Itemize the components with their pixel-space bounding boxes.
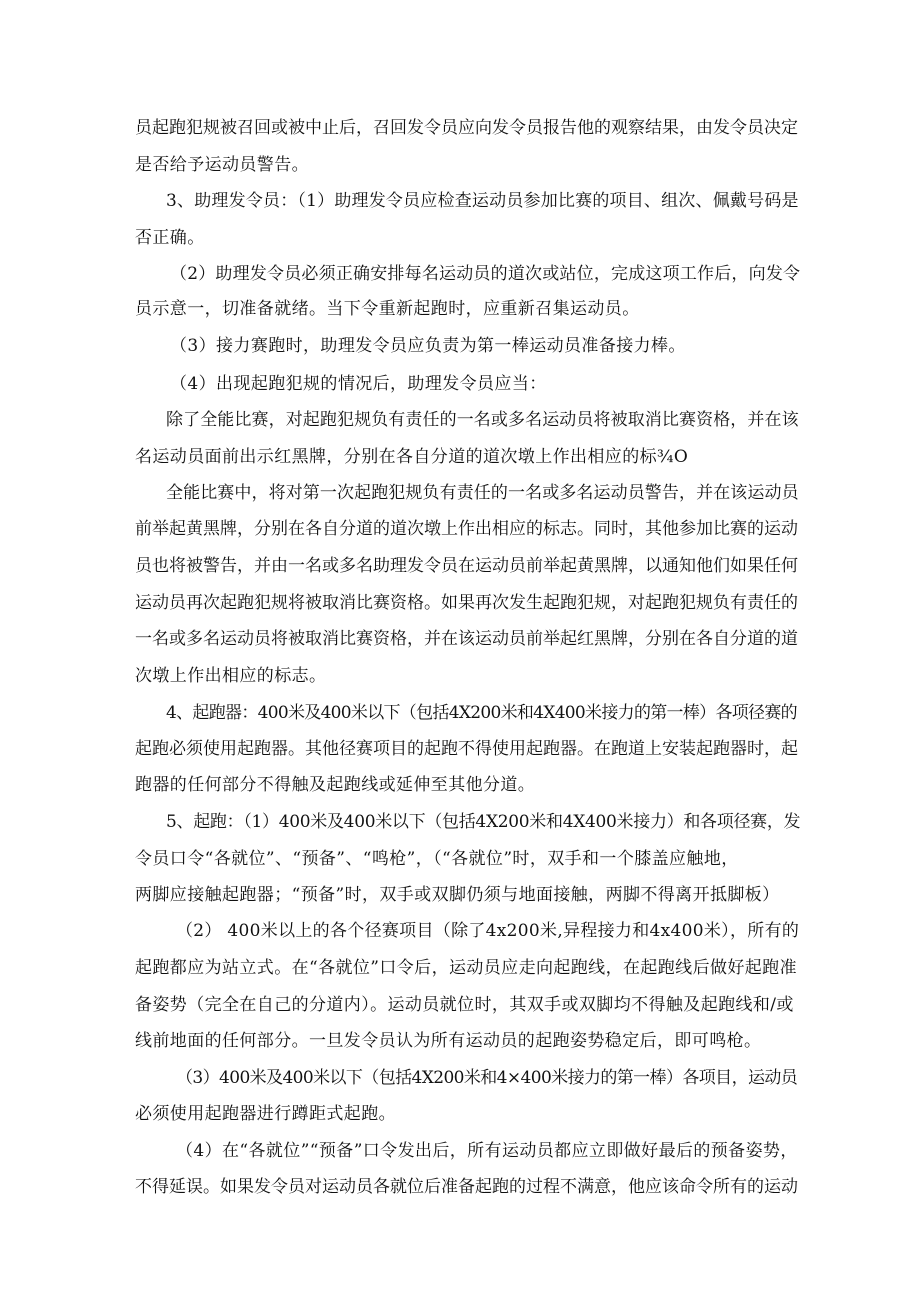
text-line: 备姿势（完全在自己的分道内）。运动员就位时，其双手或双脚均不得触及起跑线和/或 bbox=[135, 995, 794, 1015]
text-line: （3）接力赛跑时，助理发令员应负责为第一棒运动员准备接力棒。 bbox=[170, 336, 686, 356]
text-line: 是否给予运动员警告。 bbox=[135, 155, 309, 175]
text-line: 起跑必须使用起跑器。其他径赛项目的起跑不得使用起跑器。在跑道上安装起跑器时，起 bbox=[135, 739, 798, 759]
text-line: 3、助理发令员：（1）助理发令员应检查运动员参加比赛的项目、组次、佩戴号码是 bbox=[166, 191, 799, 211]
text-line: （4）出现起跑犯规的情况后，助理发令员应当： bbox=[170, 374, 547, 394]
text-line: 全能比赛中，将对第一次起跑犯规负有责任的一名或多名运动员警告，并在该运动员 bbox=[166, 483, 799, 503]
text-line: 一名或多名运动员将被取消比赛资格，并在该运动员前举起红黑牌，分别在各自分道的道 bbox=[135, 629, 798, 649]
text-line: 次墩上作出相应的标志。 bbox=[135, 666, 327, 686]
text-line: 前举起黄黑牌，分别在各自分道的道次墩上作出相应的标志。同时，其他参加比赛的运动 bbox=[135, 519, 798, 539]
text-line: （4）在“各就位”“预备”口令发出后，所有运动员都应立即做好最后的预备姿势， bbox=[176, 1141, 798, 1161]
text-line: 令员口令“各就位”、“预备”、“鸣枪”，（“各就位”时，双手和一个膝盖应触地， bbox=[135, 849, 739, 869]
text-line: 员也将被警告，并由一名或多名助理发令员在运动员前举起黄黑牌，以通知他们如果任何 bbox=[135, 556, 798, 576]
text-line: 两脚应接触起跑器；“预备”时，双手或双脚仍须与地面接触，两脚不得离开抵脚板） bbox=[135, 885, 780, 905]
text-line: 必须使用起跑器进行蹲距式起跑。 bbox=[135, 1104, 396, 1124]
text-line: 员起跑犯规被召回或被中止后，召回发令员应向发令员报告他的观察结果，由发令员决定 bbox=[135, 118, 798, 138]
text-line: 4、起跑器：400米及400米以下（包括4X200米和4X400米接力的第一棒）各项径赛的 bbox=[166, 703, 797, 723]
text-line: 员示意一，切准备就绪。当下令重新起跑时，应重新召集运动员。 bbox=[135, 299, 640, 319]
text-line: 线前地面的任何部分。一旦发令员认为所有运动员的起跑姿势稳定后，即可鸣枪。 bbox=[135, 1031, 762, 1051]
text-line: 除了全能比赛，对起跑犯规负有责任的一名或多名运动员将被取消比赛资格，并在该 bbox=[166, 410, 799, 430]
text-line: 5、起跑：（1）400米及400米以下（包括4X200米和4X400米接力）和各项径赛，发 bbox=[166, 812, 801, 832]
text-line: 运动员再次起跑犯规将被取消比赛资格。如果再次发生起跑犯规，对起跑犯规负有责任的 bbox=[135, 593, 798, 613]
text-line: 跑器的任何部分不得触及起跑线或延伸至其他分道。 bbox=[135, 775, 536, 795]
text-line: （2）助理发令员必须正确安排每名运动员的道次或站位，完成这项工作后，向发令 bbox=[170, 264, 801, 284]
text-line: 不得延误。如果发令员对运动员各就位后准备起跑的过程不满意，他应该命令所有的运动 bbox=[135, 1177, 798, 1197]
text-line: 起跑都应为站立式。在“各就位”口令后，运动员应走向起跑线，在起跑线后做好起跑准 bbox=[135, 958, 797, 978]
text-line: （3）400米及400米以下（包括4X200米和4×400米接力的第一棒）各项目，运动员 bbox=[176, 1068, 798, 1088]
text-line: （2） 400米以上的各个径赛项目（除了4x200米,异程接力和4x400米），所有的 bbox=[176, 921, 800, 941]
text-line: 否正确。 bbox=[135, 228, 205, 248]
text-line: 名运动员面前出示红黑牌，分别在各自分道的道次墩上作出相应的标¾O bbox=[135, 447, 689, 467]
